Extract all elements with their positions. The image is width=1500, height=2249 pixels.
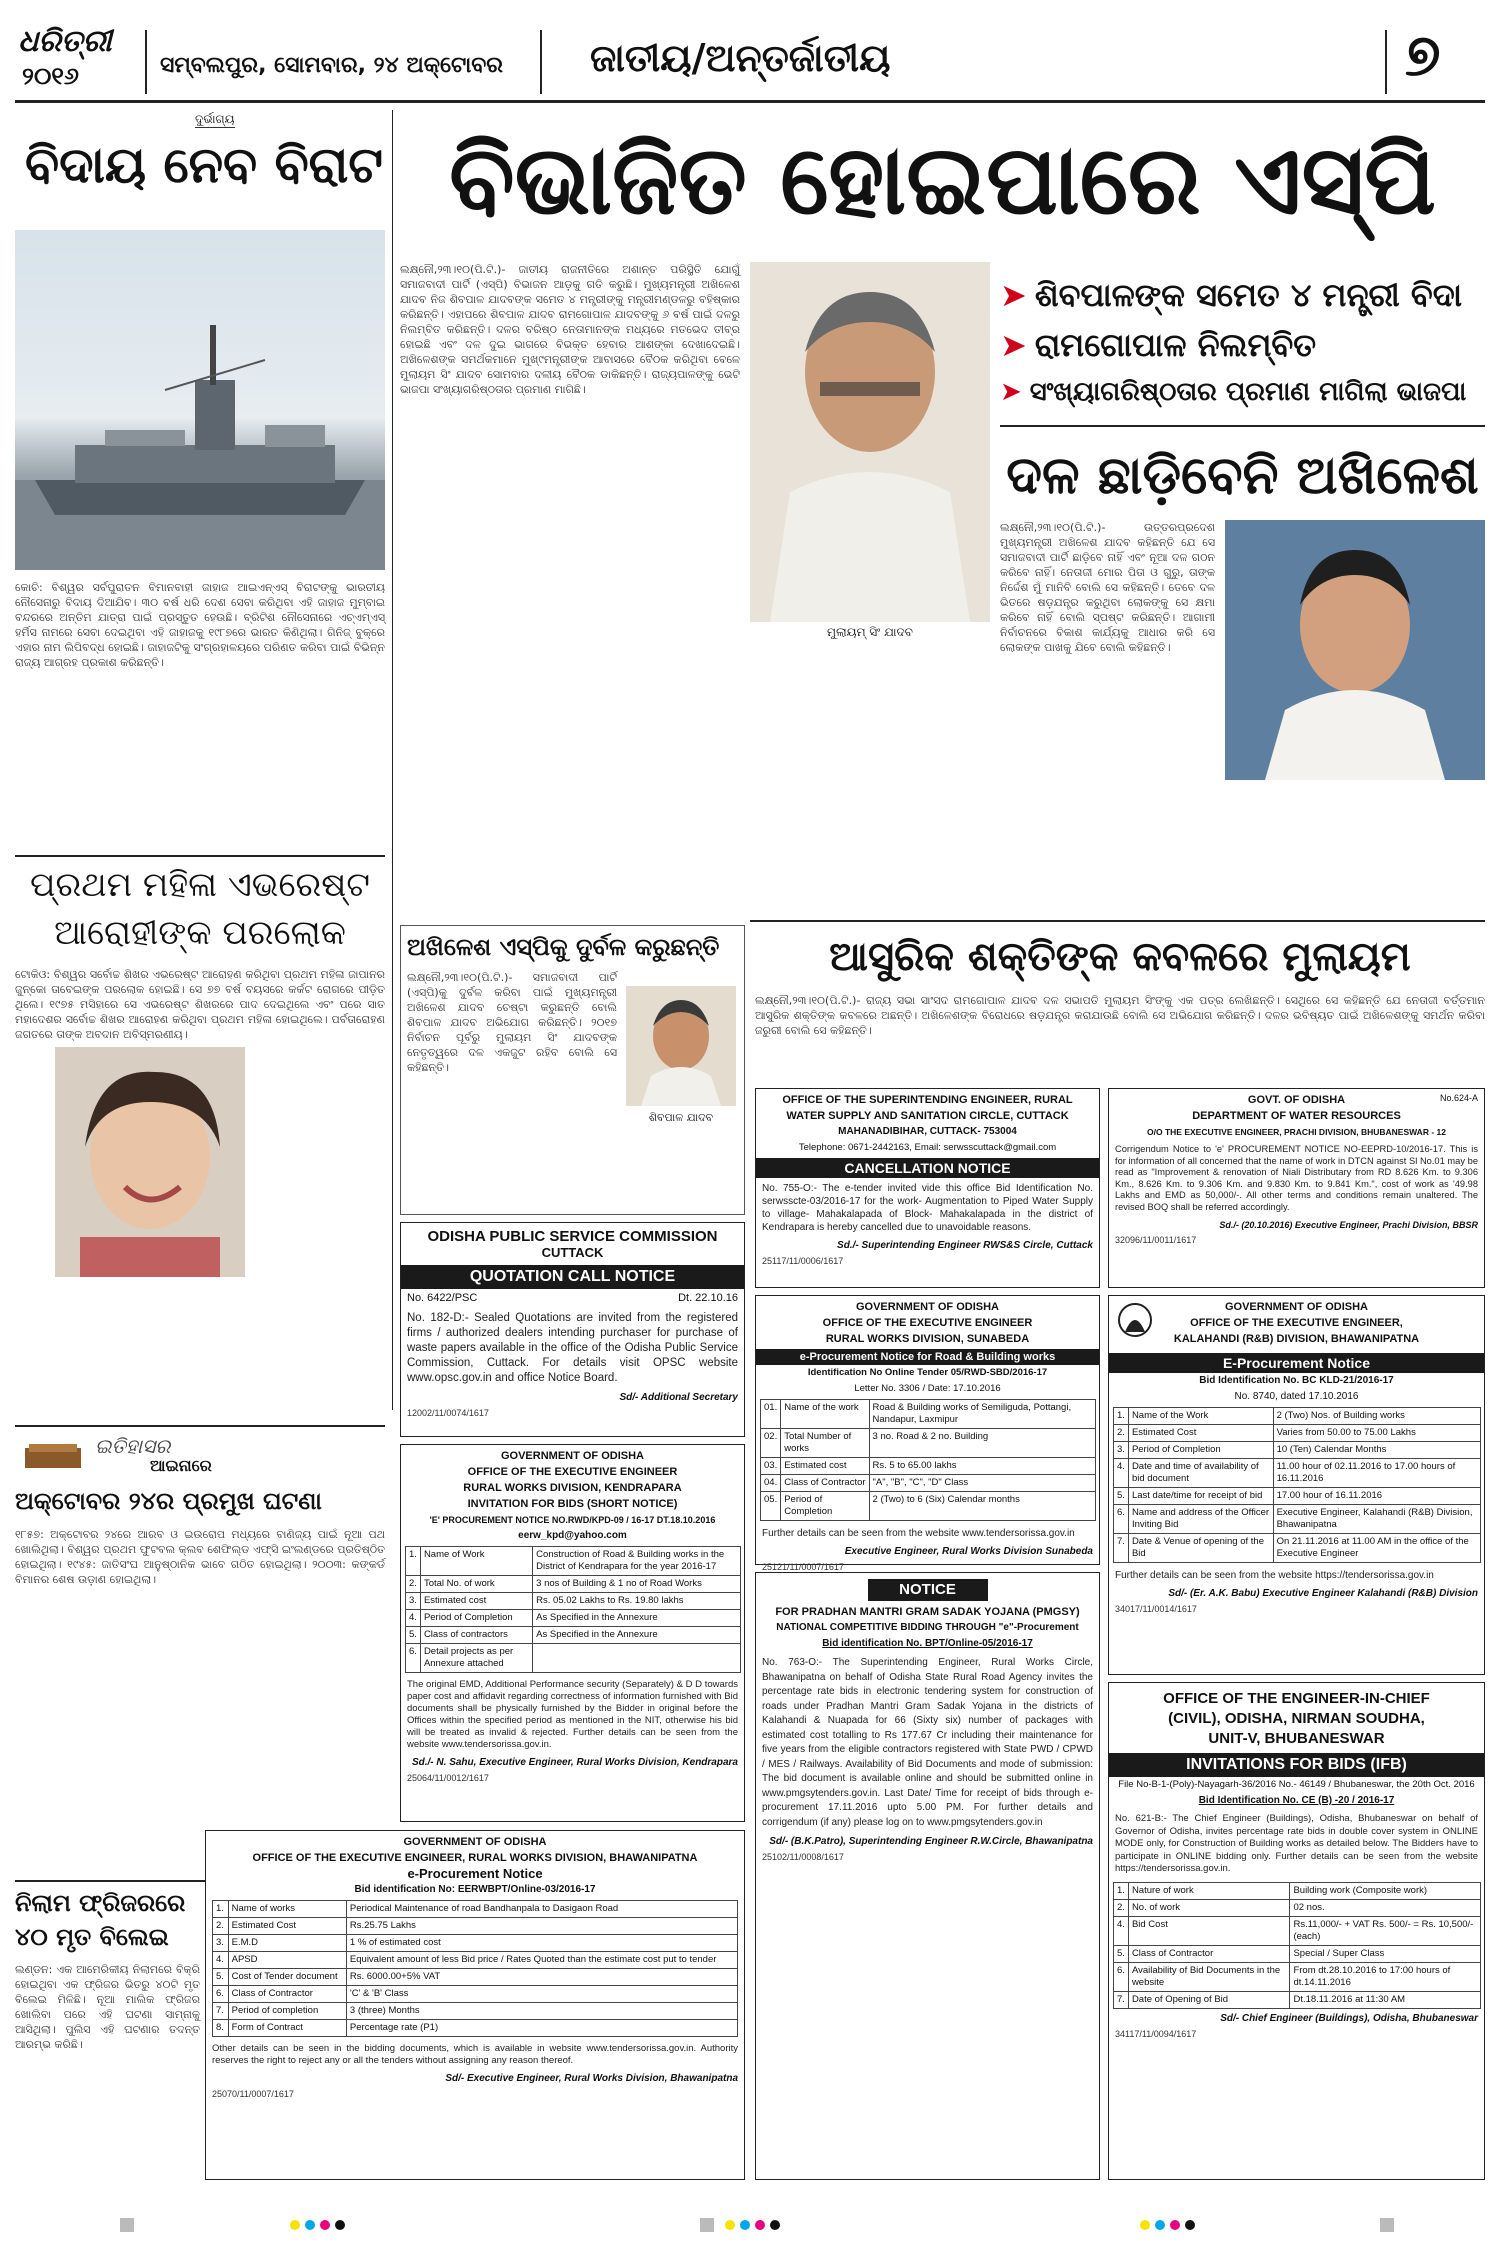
snb-sign: Executive Engineer, Rural Works Division Sunabeda bbox=[844, 1546, 1093, 1557]
wr-title-3: O/O THE EXECUTIVE ENGINEER, PRACHI DIVISION, BHUBANESWAR - 12 bbox=[1147, 1127, 1446, 1137]
cell: 05. bbox=[761, 1492, 781, 1521]
opsc-body: No. 182-D:- Sealed Quotations are invited from the registered firms / authorized dealers intending purchaser for purchase of waste papers available in the office of the Odisha Public Service Commission, Cuttack. For details visit OPSC website www.opsc.gov.in and office Notice Board. bbox=[407, 1312, 738, 1384]
cell: 5. bbox=[406, 1627, 421, 1644]
shivpal-photo bbox=[626, 986, 736, 1106]
snb-body: Further details can be seen from the website www.tendersorissa.gov.in bbox=[762, 1528, 1075, 1539]
cell: Availability of Bid Documents in the website bbox=[1128, 1962, 1290, 1991]
cell: 5. bbox=[213, 1969, 229, 1986]
cell: 4. bbox=[213, 1952, 229, 1969]
kpd-email: eerw_kpd@yahoo.com bbox=[518, 1530, 627, 1541]
cell: Name of Work bbox=[420, 1547, 532, 1576]
logo: ଧରିତ୍ରୀ bbox=[18, 24, 112, 59]
kpd-code: 25064/11/0012/1617 bbox=[407, 1773, 489, 1783]
cell: 3. bbox=[406, 1593, 421, 1610]
everest-headline-1: ପ୍ରଥମ ମହିଳା ଏଭରେଷ୍ଟ bbox=[30, 865, 370, 905]
asura-headline: ଆସୁରିକ ଶକ୍ତିଙ୍କ କବଳରେ ମୁଲାୟମ bbox=[829, 934, 1411, 980]
eic-table bbox=[1113, 1882, 1481, 2009]
table-row bbox=[1114, 1916, 1481, 1945]
kpd-table bbox=[405, 1546, 741, 1673]
odisha-emblem-icon bbox=[1117, 1302, 1153, 1342]
cell: Detail projects as per Annexure attached bbox=[420, 1644, 532, 1673]
rws-sign: Sd./- Superintending Engineer RWS&S Circle, Cuttack bbox=[837, 1240, 1093, 1251]
snb-bar: e-Procurement Notice for Road & Building works bbox=[756, 1349, 1099, 1365]
everest-body-side bbox=[255, 1047, 385, 1277]
snb-title-1: GOVERNMENT OF ODISHA bbox=[855, 1301, 999, 1313]
klh-title-2: OFFICE OF THE EXECUTIVE ENGINEER, bbox=[1190, 1317, 1403, 1329]
mulayam-photo bbox=[750, 262, 990, 622]
ad-bhawanipatna bbox=[205, 1830, 745, 2180]
wr-title-1: GOVT. OF ODISHA bbox=[1247, 1094, 1346, 1106]
history-story bbox=[15, 1432, 385, 1877]
snb-title-3: RURAL WORKS DIVISION, SUNABEDA bbox=[825, 1333, 1030, 1345]
cell: Nature of work bbox=[1128, 1882, 1290, 1899]
klh-bar: E-Procurement Notice bbox=[1109, 1353, 1484, 1373]
eic-code: 34117/11/0094/1617 bbox=[1115, 2028, 1197, 2039]
opsc-date: Dt. 22.10.16 bbox=[678, 1292, 738, 1304]
akhilesh-headline: ଦଳ ଛାଡ଼ିବେନି ଅଖିଳେଶ bbox=[1006, 446, 1479, 506]
cell: 01. bbox=[761, 1400, 781, 1429]
ad-kalahandi bbox=[1108, 1295, 1485, 1675]
rws-bar: CANCELLATION NOTICE bbox=[756, 1158, 1099, 1178]
kpd-title-5: 'E' PROCUREMENT NOTICE NO.RWD/KPD-09 / 16-17 DT.18.10.2016 bbox=[429, 1515, 716, 1525]
akhilesh-photo bbox=[1225, 520, 1485, 780]
cell: Estimated Cost bbox=[1128, 1425, 1273, 1442]
eic-bar: INVITATIONS FOR BIDS (IFB) bbox=[1109, 1753, 1484, 1777]
snb-sub: Identification No Online Tender 05/RWD-SBD/2016-17 bbox=[807, 1367, 1048, 1378]
pmgsy-title-1: FOR PRADHAN MANTRI GRAM SADAK YOJANA (PMGSY) bbox=[775, 1606, 1080, 1618]
cell: Cost of Tender document bbox=[228, 1969, 346, 1986]
cell: From dt.28.10.2016 to 17:00 hours of dt.14.11.2016 bbox=[1290, 1962, 1481, 1991]
cell: 7. bbox=[1114, 1991, 1129, 2008]
cell: Period of Completion bbox=[781, 1492, 869, 1521]
year: ୨୦୧୬ bbox=[22, 62, 79, 90]
everest-body-bottom bbox=[15, 1282, 385, 1417]
cell: 1 % of estimated cost bbox=[346, 1935, 737, 1952]
table-row bbox=[761, 1458, 1096, 1475]
opsc-title-1: ODISHA PUBLIC SERVICE COMMISSION bbox=[427, 1228, 718, 1245]
bpt-code: 25070/11/0007/1617 bbox=[212, 2089, 294, 2099]
cell: 3 (three) Months bbox=[346, 2003, 737, 2020]
table-row bbox=[1114, 1962, 1481, 1991]
weak-headline: ଅଖିଳେଶ ଏସ୍‌ପିକୁ ଦୁର୍ବଳ କରୁଛନ୍ତି bbox=[407, 933, 720, 961]
section-title: ଜାତୀୟ/ଅନ୍ତର୍ଜାତୀୟ bbox=[590, 36, 891, 80]
wr-no: No.624-A bbox=[1439, 1093, 1478, 1103]
cell: 02 nos. bbox=[1290, 1899, 1481, 1916]
cell: "A", "B", "C", "D" Class bbox=[869, 1475, 1095, 1492]
klh-code: 34017/11/0014/1617 bbox=[1115, 1604, 1197, 1614]
page-number: ୭ bbox=[1405, 21, 1441, 89]
cell: Estimated Cost bbox=[228, 1918, 346, 1935]
table-row bbox=[406, 1610, 741, 1627]
cell: Executive Engineer, Kalahandi (R&B) Division, Bhawanipatna bbox=[1273, 1505, 1480, 1534]
cell: Percentage rate (P1) bbox=[346, 2020, 737, 2037]
bullet-text: ଶିବପାଳଙ୍କ ସମେତ ୪ ମନ୍ତ୍ରୀ ବିଦା bbox=[1034, 276, 1462, 314]
table-row bbox=[761, 1429, 1096, 1458]
cell: 4. bbox=[406, 1610, 421, 1627]
cell: Period of Completion bbox=[420, 1610, 532, 1627]
pmgsy-code: 25102/11/0008/1617 bbox=[762, 1852, 844, 1862]
bpt-title-2: OFFICE OF THE EXECUTIVE ENGINEER, RURAL WORKS DIVISION, BHAWANIPATNA bbox=[252, 1852, 698, 1864]
cell: Rs. 6000.00+5% VAT bbox=[346, 1969, 737, 1986]
cell: Name of the Work bbox=[1128, 1408, 1273, 1425]
wr-sign: Sd./- (20.10.2016) Executive Engineer, Prachi Division, BBSR bbox=[1219, 1220, 1478, 1230]
wr-title-2: DEPARTMENT OF WATER RESOURCES bbox=[1192, 1110, 1401, 1122]
bpt-table bbox=[212, 1900, 738, 2037]
rws-title-3: MAHANADIBIHAR, CUTTACK- 753004 bbox=[838, 1126, 1017, 1137]
table-row bbox=[213, 1986, 738, 2003]
opsc-code: 12002/11/0074/1617 bbox=[407, 1408, 489, 1418]
eic-letter: File No-B-1-(Poly)-Nayagarh-36/2016 No.- 46149 / Bhubaneswar, the 20th Oct. 2016 bbox=[1118, 1779, 1475, 1790]
registration-bar bbox=[0, 2200, 1500, 2249]
lead-headline: ବିଭାଜିତ ହୋଇପାରେ ଏସ୍‌ପି bbox=[449, 124, 1436, 236]
cell: Class of Contractor bbox=[781, 1475, 869, 1492]
klh-sub: Bid Identification No. BC KLD-21/2016-17 bbox=[1199, 1375, 1394, 1386]
cell: Periodical Maintenance of road Bandhanpala to Dasigaon Road bbox=[346, 1901, 737, 1918]
cell: 2. bbox=[406, 1576, 421, 1593]
cell: Class of contractors bbox=[420, 1627, 532, 1644]
cell: 7. bbox=[1114, 1534, 1129, 1563]
table-row bbox=[213, 1969, 738, 1986]
cell: Special / Super Class bbox=[1290, 1945, 1481, 1962]
book-icon bbox=[23, 1442, 83, 1472]
virat-body: କୋଚି: ବିଶ୍ୱର ସର୍ବପୁରାତନ ବିମାନବାହୀ ଜାହାଜ ଆଇଏନ୍‌ଏସ୍ ବିରାଟଙ୍କୁ ଭାରତୀୟ ନୌସେନାରୁ ବିଦାୟ ଦିଆଯିବ। ୩୦ ବର୍ଷ ଧରି ଦେଶ ସେବା କରିଥିବା ଏହି ଜାହାଜ ମୁମ୍ବାଇ ବନ୍ଦରରେ ଅନ୍ତିମ ଯାତ୍ରା ପାଇଁ ପ୍ରସ୍ତୁତ ହେଉଛି। ବ୍ରିଟିଶ ନୌସେନାରେ ଏଚ୍‌ଏମ୍‌ଏସ୍ ହର୍ମିସ ନାମରେ ସେବା ଦେଇଥିବା ଏହି ଜାହାଜକୁ ୧୯୮୭ରେ ଭାରତ କିଣିଥିଲା। ଗିନିଜ୍ ବୁକ୍‌ରେ ଏହାର ନାମ ଲିପିବଦ୍ଧ ହୋଇଛି। ଜାହାଜଟିକୁ ସଂଗ୍ରହାଳୟରେ ପରିଣତ କରିବା ପାଇଁ ବିଭିନ୍ନ ରାଜ୍ୟ ଆଗ୍ରହ ପ୍ରକାଶ କରିଛନ୍ତି। bbox=[15, 581, 385, 669]
table-row bbox=[406, 1576, 741, 1593]
cell: 1. bbox=[1114, 1408, 1129, 1425]
cell: 3. bbox=[213, 1935, 229, 1952]
cell: Rs. 05.02 Lakhs to Rs. 19.80 lakhs bbox=[533, 1593, 741, 1610]
lead-bullet-3: ➤ ସଂଖ୍ୟାଗରିଷ୍ଠତାର ପ୍ରମାଣ ମାଗିଲା ଭାଜପା bbox=[1000, 377, 1467, 407]
cell: Name and address of the Officer Inviting Bid bbox=[1128, 1505, 1273, 1534]
akhilesh-body-top: ଲକ୍ଷ୍ନୌ,୨୩।୧୦(ପି.ଟି.)- ଉତ୍ତରପ୍ରଦେଶ ମୁଖ୍ୟମନ୍ତ୍ରୀ ଅଖିଳେଶ ଯାଦବ କହିଛନ୍ତି ଯେ ସେ ସମାଜବାଦୀ ପାର୍ଟି ଛାଡ଼ିବେ ନାହିଁ ଏବଂ ନୂଆ ଦଳ ଗଠନ କରିବେ ନାହିଁ। ନେତାଜୀ ମୋର ପିତା ଓ ଗୁରୁ, ତାଙ୍କ ନିର୍ଦ୍ଦେଶ ମୁଁ ମାନିବି ବୋଲି ସେ କହିଛନ୍ତି। ତେବେ ଦଳ ଭିତରେ ଷଡ଼ଯନ୍ତ୍ର କରୁଥିବା ଲୋକଙ୍କୁ ସେ କ୍ଷମା କରିବେ ନାହିଁ ବୋଲି ସ୍ପଷ୍ଟ କରିଛନ୍ତି। ଆଗାମୀ ନିର୍ବାଚନରେ ବିକାଶ କାର୍ଯ୍ୟକୁ ଆଧାର କରି ସେ ଲୋକଙ୍କ ପାଖକୁ ଯିବେ ବୋଲି କହିଛନ୍ତି। bbox=[1000, 521, 1215, 654]
rws-title-1: OFFICE OF THE SUPERINTENDING ENGINEER, RURAL bbox=[782, 1094, 1073, 1106]
bullet-text: ରାମଗୋପାଳ ନିଲମ୍ବିତ bbox=[1034, 326, 1317, 364]
table-row bbox=[1114, 1882, 1481, 1899]
cell: 17.00 hour of 16.11.2016 bbox=[1273, 1488, 1480, 1505]
freezer-headline-2: ୪୦ ମୃତ ବିଲେଇ bbox=[15, 1923, 169, 1951]
kpd-title-2: OFFICE OF THE EXECUTIVE ENGINEER bbox=[467, 1466, 678, 1478]
bpt-sign: Sd/- Executive Engineer, Rural Works Division, Bhawanipatna bbox=[445, 2073, 738, 2084]
weak-story bbox=[400, 925, 745, 1215]
history-body: ୧୮୫୭: ଅକ୍ଟୋବର ୨୪ରେ ଆରବ ଓ ଇଉରୋପ ମଧ୍ୟରେ ବାଣିଜ୍ୟ ପାଇଁ ନୂଆ ପଥ ଖୋଲିଥିଲା। ବିଶ୍ୱର ପ୍ରଥମ ଫୁଟବଲ କ୍ଲବ ଶେଫିଲ୍ଡ ଏଫ୍‌ସି ଇଂଲଣ୍ଡରେ ପ୍ରତିଷ୍ଠିତ ହୋଇଥିଲା। ୧୯୪୫: ଜାତିସଂଘ ଆନୁଷ୍ଠାନିକ ଭାବେ ଗଠିତ ହୋଇଥିଲା। ୨୦୦୩: କଙ୍କର୍ଡ ବିମାନର ଶେଷ ଉଡ଼ାଣ ହୋଇଥିଲା। bbox=[15, 1528, 385, 1586]
lead-bullet-1: ➤ ଶିବପାଳଙ୍କ ସମେତ ୪ ମନ୍ତ୍ରୀ ବିଦା bbox=[1000, 276, 1462, 314]
cell: 5. bbox=[1114, 1945, 1129, 1962]
pmgsy-sign: Sd/- (B.K.Patro), Superintending Engineer R.W.Circle, Bhawanipatna bbox=[769, 1836, 1093, 1847]
masthead bbox=[0, 0, 1500, 105]
table-row bbox=[406, 1547, 741, 1576]
wr-body: Corrigendum Notice to 'e' PROCUREMENT NOTICE NO-EEPRD-10/2016-17. This is for information of all concerned that the name of work in DTCN against Sl No.01 may be read as "Improvement & renovation of Niali Distributary from RD 8.626 Km. to 9.306 Km., 8.626 Km. to 9.306 Km. and 9.830 Km. to 9.841 Km.", cost of work as '49.98 Lakhs and EMD as 50,000/-. All other terms and conditions remain unaltered. The revised BOQ shall be referred accordingly. bbox=[1115, 1144, 1478, 1212]
table-row bbox=[1114, 1408, 1481, 1425]
table-row bbox=[213, 1935, 738, 1952]
cell: Date and time of availability of bid document bbox=[1128, 1459, 1273, 1488]
cell: Rs.25.75 Lakhs bbox=[346, 1918, 737, 1935]
kpd-title-3: RURAL WORKS DIVISION, KENDRAPARA bbox=[463, 1482, 682, 1494]
cell: Date & Venue of opening of the Bid bbox=[1128, 1534, 1273, 1563]
table-row bbox=[1114, 1899, 1481, 1916]
cell: Last date/time for receipt of bid bbox=[1128, 1488, 1273, 1505]
kpd-body: The original EMD, Additional Performance security (Separately) & D D towards paper cost and affidavit regarding correctness of information furnished with Bid documents shall be physically furnished by the Bidder in original before the Offices within the specified period as mentioned in the NIT, otherwise his bid will be treated as invalid & rejected. Further details can be seen from the website www.tendersorissa.gov.in. bbox=[407, 1679, 738, 1750]
cell: 2. bbox=[1114, 1899, 1129, 1916]
cell: Dt.18.11.2016 at 11:30 AM bbox=[1290, 1991, 1481, 2008]
bpt-title-1: GOVERNMENT OF ODISHA bbox=[403, 1836, 547, 1848]
table-row bbox=[1114, 1505, 1481, 1534]
freezer-body: ଲଣ୍ଡନ: ଏକ ଆମେରିକୀୟ ନିଲାମରେ ବିକ୍ରି ହୋଇଥିବା ଏକ ଫ୍ରିଜର ଭିତରୁ ୪୦ଟି ମୃତ ବିଲେଇ ମିଳିଛି। ନୂଆ ମାଲିକ ଫ୍ରିଜର ଖୋଲିବା ପରେ ଏହି ଘଟଣା ସାମ୍ନାକୁ ଆସିଥିଲା। ପୁଲିସ ଏହି ଘଟଣାର ତଦନ୍ତ ଆରମ୍ଭ କରିଛି। bbox=[15, 1963, 200, 2051]
klh-title-1: GOVERNMENT OF ODISHA bbox=[1224, 1301, 1368, 1313]
cell: Rs.11,000/- + VAT Rs. 500/- = Rs. 10,500/- (each) bbox=[1290, 1916, 1481, 1945]
klh-title-3: KALAHANDI (R&B) DIVISION, BHAWANIPATNA bbox=[1173, 1333, 1420, 1345]
cell: Name of the work bbox=[781, 1400, 869, 1429]
klh-letter: No. 8740, dated 17.10.2016 bbox=[1234, 1391, 1359, 1402]
table-row bbox=[213, 1952, 738, 1969]
cell: 10 (Ten) Calendar Months bbox=[1273, 1442, 1480, 1459]
cell: Estimated cost bbox=[781, 1458, 869, 1475]
kpd-sign: Sd./- N. Sahu, Executive Engineer, Rural Works Division, Kendrapara bbox=[411, 1757, 738, 1768]
ad-rws-cuttack bbox=[755, 1088, 1100, 1288]
table-row bbox=[1114, 1488, 1481, 1505]
cell: 1. bbox=[1114, 1882, 1129, 1899]
klh-body: Further details can be seen from the website https://tendersorissa.gov.in bbox=[1115, 1570, 1434, 1581]
pmgsy-sub: Bid identification No. BPT/Online-05/2016-17 bbox=[822, 1638, 1033, 1649]
table-row bbox=[1114, 1425, 1481, 1442]
table-row bbox=[1114, 1534, 1481, 1563]
eic-body: No. 621-B:- The Chief Engineer (Buildings), Odisha, Bhubaneswar on behalf of Governor of Odisha, invites percentage rate bids in double cover system in ONLINE MODE only, for Construction of Building works as detailed below. The Bidders have to participate in ONLINE bidding only. Further details can be seen from the website https://tendersorissa.gov.in. bbox=[1115, 1813, 1478, 1874]
cell: 5. bbox=[1114, 1488, 1129, 1505]
history-logo-2: ଆଇନାରେ bbox=[150, 1456, 212, 1475]
cell: Class of Contractor bbox=[1128, 1945, 1290, 1962]
cell: Date of Opening of Bid bbox=[1128, 1991, 1290, 2008]
cell: 6. bbox=[1114, 1962, 1129, 1991]
kpd-title-4: INVITATION FOR BIDS (SHORT NOTICE) bbox=[467, 1498, 678, 1510]
cell: 1. bbox=[406, 1547, 421, 1576]
dateline: ସମ୍ବଲପୁର, ସୋମବାର, ୨୪ ଅକ୍ଟୋବର bbox=[160, 53, 503, 78]
rws-code: 25117/11/0006/1617 bbox=[762, 1256, 844, 1266]
cell: Name of works bbox=[228, 1901, 346, 1918]
cell: 4. bbox=[1114, 1459, 1129, 1488]
lead-bullet-2: ➤ ରାମଗୋପାଳ ନିଲମ୍ବିତ bbox=[1000, 326, 1317, 364]
ad-opsc bbox=[400, 1222, 745, 1437]
snb-code: 25121/11/0007/1617 bbox=[762, 1562, 844, 1572]
wr-code: 32096/11/0011/1617 bbox=[1115, 1235, 1197, 1245]
akhilesh-body-bottom bbox=[1000, 785, 1485, 920]
table-row bbox=[1114, 1442, 1481, 1459]
cell: Bid Cost bbox=[1128, 1916, 1290, 1945]
cell: 03. bbox=[761, 1458, 781, 1475]
table-row bbox=[761, 1400, 1096, 1429]
cell: 2. bbox=[213, 1918, 229, 1935]
everest-story bbox=[15, 862, 385, 1422]
ad-pmgsy bbox=[755, 1572, 1100, 2180]
cell: 3 nos of Building & 1 no of Road Works bbox=[533, 1576, 741, 1593]
table-row bbox=[406, 1644, 741, 1673]
cell: Road & Building works of Semiliguda, Pottangi, Nandapur, Laxmipur bbox=[869, 1400, 1095, 1429]
freezer-story bbox=[15, 1887, 200, 2177]
virat-story bbox=[15, 110, 385, 850]
ship-photo bbox=[15, 230, 385, 570]
table-row bbox=[406, 1593, 741, 1610]
cell: Estimated cost bbox=[420, 1593, 532, 1610]
weak-body: ଲକ୍ଷ୍ନୌ,୨୩।୧୦(ପି.ଟି.)- ସମାଜବାଦୀ ପାର୍ଟି (ଏସ୍‌ପି)କୁ ଦୁର୍ବଳ କରିବା ପାଇଁ ମୁଖ୍ୟମନ୍ତ୍ରୀ ଅଖିଳେଶ ଯାଦବ ଚେଷ୍ଟା କରୁଛନ୍ତି ବୋଲି ଶିବପାଳ ଯାଦବ ଅଭିଯୋଗ କରିଛନ୍ତି। ୨୦୧୭ ନିର୍ବାଚନ ପୂର୍ବରୁ ମୁଲାୟମ ସିଂ ଯାଦବଙ୍କ ନେତୃତ୍ୱରେ ଦଳ ଏକଜୁଟ ରହିବ ବୋଲି ସେ କହିଛନ୍ତି। bbox=[407, 971, 617, 1074]
cell: Construction of Road & Building works in the District of Kendrapara for the year 2016-17 bbox=[533, 1547, 741, 1576]
cell: 02. bbox=[761, 1429, 781, 1458]
cell: Period of completion bbox=[228, 2003, 346, 2020]
table-row bbox=[213, 1901, 738, 1918]
cell: Varies from 50.00 to 75.00 Lakhs bbox=[1273, 1425, 1480, 1442]
cell: Rs. 5 to 65.00 lakhs bbox=[869, 1458, 1095, 1475]
lead-body-col1: ଲକ୍ଷ୍ନୌ,୨୩।୧୦(ପି.ଟି.)- ଜାତୀୟ ରାଜନୀତିରେ ଅଶାନ୍ତ ପରିସ୍ଥିତି ଯୋଗୁଁ ସମାଜବାଦୀ ପାର୍ଟି (ଏସ୍‌ପି) ବିଭାଜନ ଆଡ଼କୁ ଗତି କରୁଛି। ମୁଖ୍ୟମନ୍ତ୍ରୀ ଅଖିଳେଶ ଯାଦବ ନିଜ ଶିବପାଳ ଯାଦବଙ୍କ ସମେତ ୪ ମନ୍ତ୍ରୀଙ୍କୁ ମନ୍ତ୍ରୀମଣ୍ଡଳରୁ ବହିଷ୍କାର କରିଛନ୍ତି। ଏହାପରେ ଶିବପାଳ ଯାଦବ ରାମଗୋପାଳ ଯାଦବଙ୍କୁ ୬ ବର୍ଷ ପାଇଁ ଦଳରୁ ନିଲମ୍ବିତ କରିଛନ୍ତି। ଦଳର ବରିଷ୍ଠ ନେତାମାନଙ୍କ ମଧ୍ୟରେ ମତଭେଦ ତୀବ୍ର ହୋଇଛି ଏବଂ ଦଳ ଦୁଇ ଭାଗରେ ବିଭକ୍ତ ହେବାର ଆଶଙ୍କା ଦେଖାଦେଇଛି। ଅଖିଳେଶଙ୍କ ସମର୍ଥକମାନେ ମୁଖ୍୯ମନ୍ତ୍ରୀଙ୍କ ଆବାସରେ ବୈଠକ କରିଥିବା ବେଳେ ମୁଲାୟମ ସିଂ ଯାଦବ ସୋମବାର ଦଳୀୟ ବୈଠକ ଡାକିଛନ୍ତି। ରାଜ୍ୟପାଳଙ୍କୁ ଭେଟି ଭାଜପା ସଂଖ୍ୟାଗରିଷ୍ଠତାର ପ୍ରମାଣ ମାଗିଛି। bbox=[400, 263, 740, 396]
rws-title-2: WATER SUPPLY AND SANITATION CIRCLE, CUTTACK bbox=[786, 1110, 1069, 1122]
cell: On 21.11.2016 at 11.00 AM in the office of the Executive Engineer bbox=[1273, 1534, 1480, 1563]
table-row bbox=[213, 2003, 738, 2020]
cell: Form of Contract bbox=[228, 2020, 346, 2037]
cell: E.M.D bbox=[228, 1935, 346, 1952]
cell: 7. bbox=[213, 2003, 229, 2020]
cell: Equivalent amount of less Bid price / Rates Quoted than the estimate cost put to tender bbox=[346, 1952, 737, 1969]
opsc-sign: Sd/- Additional Secretary bbox=[619, 1392, 738, 1403]
cell: Class of Contractor bbox=[228, 1986, 346, 2003]
cell: 1. bbox=[213, 1901, 229, 1918]
kpd-title-1: GOVERNMENT OF ODISHA bbox=[500, 1450, 644, 1462]
bpt-sub: Bid identification No: EERWBPT/Online-03/2016-17 bbox=[354, 1884, 596, 1895]
table-row bbox=[1114, 1459, 1481, 1488]
table-row bbox=[761, 1475, 1096, 1492]
eic-sign: Sd/- Chief Engineer (Buildings), Odisha, Bhubaneswar bbox=[1220, 2012, 1478, 2024]
table-row bbox=[213, 1918, 738, 1935]
ad-water-resources bbox=[1108, 1088, 1485, 1288]
cell: Total Number of works bbox=[781, 1429, 869, 1458]
klh-table bbox=[1113, 1407, 1481, 1563]
everest-body-top: ଟୋକିଓ: ବିଶ୍ୱର ସର୍ବୋଚ୍ଚ ଶିଖର ଏଭରେଷ୍ଟ ଆରୋହଣ କରିଥିବା ପ୍ରଥମ ମହିଳା ଜାପାନର ଜୁନ୍କୋ ତାବେଇଙ୍କ ପରଲୋକ ହୋଇଛି। ସେ ୭୭ ବର୍ଷ ବୟସରେ କର୍କଟ ରୋଗରେ ପୀଡ଼ିତ ଥିଲେ। ୧୯୭୫ ମସିହାରେ ସେ ଏଭରେଷ୍ଟ ଶିଖରରେ ପାଦ ଦେଇଥିଲେ ଏବଂ ପରେ ସାତ ମହାଦେଶର ସର୍ବୋଚ୍ଚ ଶିଖର ଆରୋହଣ କରିଥିବା ପ୍ରଥମ ମହିଳା ହୋଇଥିଲେ। ପର୍ବତାରୋହଣ ଜଗତରେ ତାଙ୍କ ଅବଦାନ ଅବିସ୍ମରଣୀୟ। bbox=[15, 968, 385, 1041]
snb-table bbox=[760, 1399, 1096, 1521]
cell: Total No. of work bbox=[420, 1576, 532, 1593]
bpt-bar: e-Procurement Notice bbox=[407, 1866, 543, 1881]
eic-sub: Bid Identification No. CE (B) -20 / 2016-17 bbox=[1198, 1795, 1395, 1806]
cell: 2 (Two) Nos. of Building works bbox=[1273, 1408, 1480, 1425]
virat-headline: ବିଦାୟ ନେବ ବିରାଟ bbox=[25, 136, 384, 194]
tabei-photo bbox=[55, 1047, 245, 1277]
history-headline: ଅକ୍ଟୋବର ୨୪ର ପ୍ରମୁଖ ଘଟଣା bbox=[15, 1487, 322, 1515]
table-row bbox=[406, 1627, 741, 1644]
cell: 11.00 hour of 02.11.2016 to 17.00 hours of 16.11.2016 bbox=[1273, 1459, 1480, 1488]
snb-letter: Letter No. 3306 / Date: 17.10.2016 bbox=[854, 1383, 1001, 1394]
everest-headline-2: ଆରୋହୀଙ୍କ ପରଲୋକ bbox=[54, 913, 346, 953]
cell: 2 (Two) to 6 (Six) Calendar months bbox=[869, 1492, 1095, 1521]
table-row bbox=[1114, 1945, 1481, 1962]
virat-kicker: ଦୁର୍ଭାଗ୍ୟ bbox=[195, 112, 235, 126]
cell: 6. bbox=[1114, 1505, 1129, 1534]
cell: No. of work bbox=[1128, 1899, 1290, 1916]
klh-sign: Sd/- (Er. A.K. Babu) Executive Engineer Kalahandi (R&B) Division bbox=[1168, 1588, 1478, 1599]
rws-body: No. 755-O:- The e-tender invited vide this office Bid Identification No. serwsscte-03/2016-17 for the work- Augmentation to Piped Water Supply to village- Mahakalapada of Block- Mahakalapada in the district of Kendrapara is hereby cancelled due to unavoidable reasons. bbox=[762, 1183, 1093, 1233]
table-row bbox=[213, 2020, 738, 2037]
pmgsy-body: No. 763-O:- The Superintending Engineer, Rural Works Circle, Bhawanipatna on behalf of Odisha State Rural Road Agency invites the percentage rate bids in electronic tendering system for construction of roads under Pradhan Mantri Gram Sadak Yojana in the districts of Kalahandi & Nuapada for 66 (Sixty six) number of packages with estimated cost totalling to Rs 177.67 Cr including their maintenance for five years from the eligible contractors registered with State PWD / CPWD / MES / Railways. Availability of Bid Documents and mode of submission: The bid document is available online and should be submitted online in www.pmgsytenders.gov.in. Last Date/ Time for receipt of bids through e-procurement 17.11.2016 upto 5.00 PM. For further details and corrigendum (if any) please log on to www.pmgsytenders.gov.in bbox=[762, 1657, 1093, 1828]
eic-title-1: OFFICE OF THE ENGINEER-IN-CHIEF bbox=[1163, 1690, 1430, 1707]
cell: 3. bbox=[1114, 1442, 1129, 1459]
eic-title-3: UNIT-V, BHUBANESWAR bbox=[1208, 1730, 1385, 1747]
rws-phone: Telephone: 0671-2442163, Email: serwsscuttack@gmail.com bbox=[798, 1142, 1057, 1153]
cell: 4. bbox=[1114, 1916, 1129, 1945]
cell: As Specified in the Annexure bbox=[533, 1627, 741, 1644]
history-logo-1: ଇତିହାସର bbox=[95, 1434, 171, 1458]
cell: 3 no. Road & 2 no. Building bbox=[869, 1429, 1095, 1458]
pmgsy-bar: NOTICE bbox=[868, 1579, 988, 1601]
cell: 'C' & 'B' Class bbox=[346, 1986, 737, 2003]
mulayam-caption: ମୁଲାୟମ୍ ସିଂ ଯାଦବ bbox=[827, 625, 913, 639]
snb-title-2: OFFICE OF THE EXECUTIVE ENGINEER bbox=[822, 1317, 1033, 1329]
bullet-text: ସଂଖ୍ୟାଗରିଷ୍ଠତାର ପ୍ରମାଣ ମାଗିଲା ଭାଜପା bbox=[1029, 377, 1467, 407]
opsc-title-2: CUTTACK bbox=[541, 1245, 604, 1260]
asura-body: ଲକ୍ଷ୍ନୌ,୨୩।୧୦(ପି.ଟି.)- ରାଜ୍ୟ ସଭା ସାଂସଦ ରାମଗୋପାଳ ଯାଦବ ଦଳ ସଭାପତି ମୁଲାୟମ ସିଂଙ୍କୁ ଏକ ପତ୍ର ଲେଖିଛନ୍ତି। ସେଥିରେ ସେ କହିଛନ୍ତି ଯେ ନେତାଜୀ ବର୍ତ୍ତମାନ ଆସୁରିକ ଶକ୍ତିଙ୍କ କବଳରେ ଅଛନ୍ତି। ଅଖିଳେଶଙ୍କ ବିରୋଧରେ ଷଡ଼ଯନ୍ତ୍ର କରାଯାଉଛି ବୋଲି ସେ ଅଭିଯୋଗ କରିଛନ୍ତି। ଦଳର ଭବିଷ୍ୟତ ପାଇଁ ଅଖିଳେଶଙ୍କୁ ସମର୍ଥନ କରିବା ଜରୁରୀ ବୋଲି ସେ କହିଛନ୍ତି। bbox=[755, 994, 1485, 1037]
cell: 2. bbox=[1114, 1425, 1129, 1442]
cell: APSD bbox=[228, 1952, 346, 1969]
cell: As Specified in the Annexure bbox=[533, 1610, 741, 1627]
table-row bbox=[761, 1492, 1096, 1521]
bpt-body: Other details can be seen in the bidding documents, which is available in website www.tendersorissa.gov.in. Authority reserves the right to reject any or all the tenders without assigning any reason thereof. bbox=[212, 2043, 738, 2066]
shivpal-caption: ଶିବପାଳ ଯାଦବ bbox=[648, 1111, 714, 1124]
cell: 6. bbox=[213, 1986, 229, 2003]
cell bbox=[533, 1644, 741, 1673]
cell: Building work (Composite work) bbox=[1290, 1882, 1481, 1899]
opsc-no: No. 6422/PSC bbox=[407, 1292, 478, 1304]
ad-kendrapara bbox=[400, 1444, 745, 1822]
freezer-headline-1: ନିଲାମ ଫ୍ରିଜରରେ bbox=[15, 1889, 186, 1917]
cell: Period of Completion bbox=[1128, 1442, 1273, 1459]
ad-sunabeda bbox=[755, 1295, 1100, 1572]
table-row bbox=[1114, 1991, 1481, 2008]
ad-eic bbox=[1108, 1682, 1485, 2180]
cell: 04. bbox=[761, 1475, 781, 1492]
pmgsy-title-2: NATIONAL COMPETITIVE BIDDING THROUGH "e"-Procurement bbox=[776, 1622, 1079, 1633]
eic-title-2: (CIVIL), ODISHA, NIRMAN SOUDHA, bbox=[1168, 1710, 1425, 1727]
cell: 8. bbox=[213, 2020, 229, 2037]
cell: 6. bbox=[406, 1644, 421, 1673]
opsc-bar: QUOTATION CALL NOTICE bbox=[401, 1265, 744, 1289]
